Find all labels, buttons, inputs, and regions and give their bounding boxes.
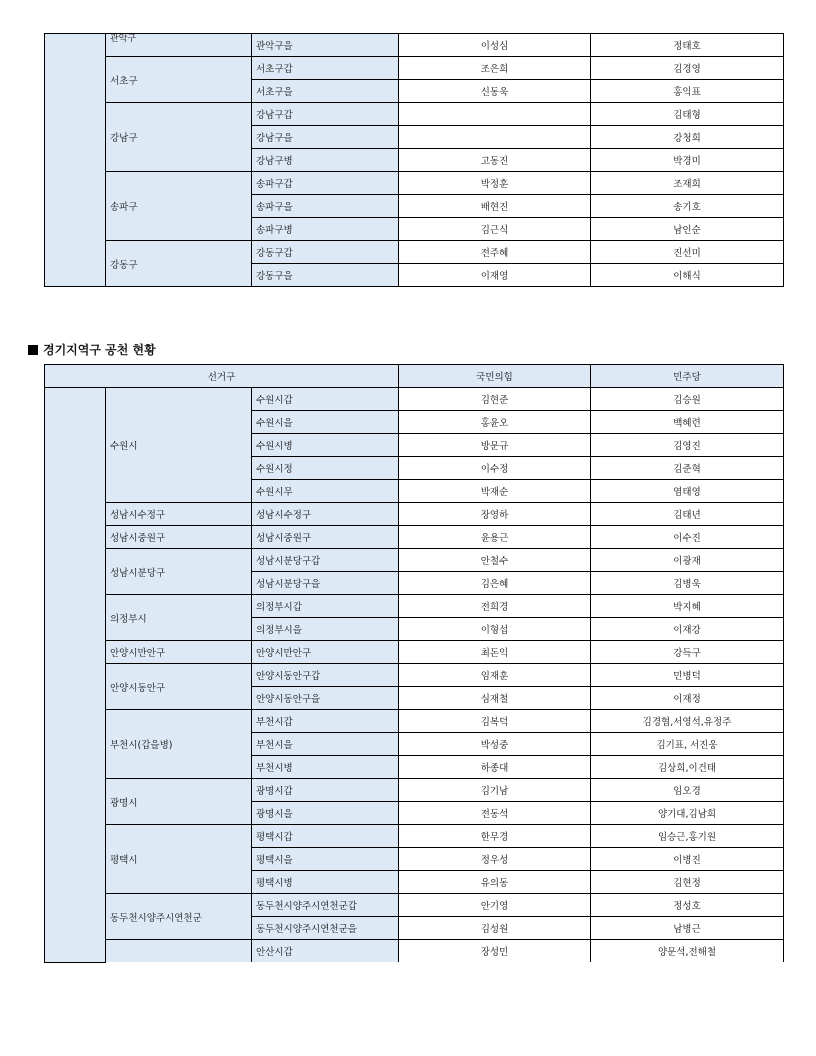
dp-candidate-cell: 김경영 — [591, 57, 784, 80]
table-row — [45, 503, 784, 526]
district-cell: 안양시동안구갑 — [252, 664, 399, 687]
area-label: 안양시동안구 — [110, 682, 166, 694]
district-cell: 부천시병 — [252, 756, 399, 779]
area-label: 광명시 — [110, 797, 138, 809]
district-cell: 송파구갑 — [252, 172, 399, 195]
table-row — [45, 825, 784, 848]
district-cell: 수원시갑 — [252, 388, 399, 411]
dp-candidate-cell: 강청희 — [591, 126, 784, 149]
ppp-candidate-cell: 방문규 — [399, 434, 591, 457]
dp-candidate-cell: 이광재 — [591, 549, 784, 572]
area-label: 부천시(갑을병) — [110, 740, 173, 751]
area-cell — [106, 57, 252, 103]
ppp-candidate-cell: 박성중 — [399, 733, 591, 756]
ppp-candidate-cell: 장영하 — [399, 503, 591, 526]
ppp-candidate-cell: 심재철 — [399, 687, 591, 710]
area-label: 의정부시 — [110, 613, 147, 625]
dp-candidate-cell: 이병진 — [591, 848, 784, 871]
ppp-candidate-cell: 김기남 — [399, 779, 591, 802]
dp-candidate-cell: 민병덕 — [591, 664, 784, 687]
area-cell — [106, 710, 252, 779]
dp-candidate-cell: 강득구 — [591, 641, 784, 664]
table-row — [45, 388, 784, 411]
ppp-candidate-cell: 고동진 — [399, 149, 591, 172]
dp-candidate-cell: 이재정 — [591, 687, 784, 710]
dp-candidate-cell: 임승근,홍기원 — [591, 825, 784, 848]
ppp-candidate-cell: 장성민 — [399, 940, 591, 963]
area-cell — [106, 388, 252, 503]
district-cell: 성남시수정구 — [252, 503, 399, 526]
table-row — [45, 241, 784, 264]
district-cell: 동두천시양주시연천군을 — [252, 917, 399, 940]
ppp-candidate-cell: 전주혜 — [399, 241, 591, 264]
table-row — [45, 57, 784, 80]
ppp-candidate-cell: 안기영 — [399, 894, 591, 917]
dp-candidate-cell: 이해식 — [591, 264, 784, 287]
region-column-cell — [45, 34, 106, 287]
dp-candidate-cell: 백혜련 — [591, 411, 784, 434]
dp-candidate-cell: 이수진 — [591, 526, 784, 549]
district-cell: 안산시갑 — [252, 940, 399, 963]
area-cell — [106, 595, 252, 641]
dp-candidate-cell: 임오경 — [591, 779, 784, 802]
district-cell: 강남구병 — [252, 149, 399, 172]
district-cell: 강남구을 — [252, 126, 399, 149]
dp-candidate-cell: 남병근 — [591, 917, 784, 940]
district-cell: 의정부시을 — [252, 618, 399, 641]
ppp-candidate-cell: 윤용근 — [399, 526, 591, 549]
table-header-row — [45, 365, 784, 388]
ppp-candidate-cell: 하종대 — [399, 756, 591, 779]
ppp-candidate-cell: 안철수 — [399, 549, 591, 572]
header-constituency: 선거구 — [45, 365, 399, 388]
area-label: 성남시중원구 — [110, 533, 166, 544]
seoul-table-body — [45, 34, 784, 287]
gyeonggi-nomination-table — [44, 364, 784, 963]
district-cell: 송파구을 — [252, 195, 399, 218]
district-cell: 수원시병 — [252, 434, 399, 457]
district-cell: 평택시병 — [252, 871, 399, 894]
ppp-candidate-cell — [399, 103, 591, 126]
dp-candidate-cell: 이재강 — [591, 618, 784, 641]
ppp-candidate-cell: 정우성 — [399, 848, 591, 871]
table-row — [45, 894, 784, 917]
dp-candidate-cell: 박지혜 — [591, 595, 784, 618]
seoul-nomination-table — [44, 33, 784, 287]
district-cell: 안양시만안구 — [252, 641, 399, 664]
area-label: 수원시 — [110, 441, 138, 452]
area-cell — [106, 825, 252, 894]
dp-candidate-cell: 김영진 — [591, 434, 784, 457]
ppp-candidate-cell: 김성원 — [399, 917, 591, 940]
section-title-text: 경기지역구 공천 현황 — [43, 343, 156, 357]
dp-candidate-cell: 김태년 — [591, 503, 784, 526]
ppp-candidate-cell: 배현진 — [399, 195, 591, 218]
area-label: 안양시만안구 — [110, 648, 166, 659]
table-row — [45, 172, 784, 195]
dp-candidate-cell: 박경미 — [591, 149, 784, 172]
ppp-candidate-cell: 이수정 — [399, 457, 591, 480]
district-cell: 의정부시갑 — [252, 595, 399, 618]
area-cell — [106, 894, 252, 940]
area-label: 성남시수정구 — [110, 510, 166, 521]
table-row — [45, 549, 784, 572]
square-bullet-icon — [28, 345, 38, 355]
district-cell: 수원시정 — [252, 457, 399, 480]
ppp-candidate-cell: 최돈익 — [399, 641, 591, 664]
area-label: 송파구 — [110, 202, 138, 213]
ppp-candidate-cell: 김근식 — [399, 218, 591, 241]
district-cell: 광명시갑 — [252, 779, 399, 802]
district-cell: 안양시동안구을 — [252, 687, 399, 710]
ppp-candidate-cell: 조은희 — [399, 57, 591, 80]
area-label: 강남구 — [110, 133, 138, 144]
district-cell: 성남시중원구 — [252, 526, 399, 549]
gyeonggi-table-body — [45, 388, 784, 963]
table-row — [45, 779, 784, 802]
table-row — [45, 710, 784, 733]
dp-candidate-cell: 정성호 — [591, 894, 784, 917]
area-cell — [106, 34, 252, 57]
ppp-candidate-cell — [399, 126, 591, 149]
area-cell — [106, 940, 252, 963]
area-cell — [106, 549, 252, 595]
area-label: 평택시 — [110, 855, 138, 866]
district-cell: 부천시갑 — [252, 710, 399, 733]
table-row — [45, 34, 784, 57]
section-title — [28, 341, 156, 358]
district-cell: 서초구갑 — [252, 57, 399, 80]
area-cell — [106, 172, 252, 241]
ppp-candidate-cell: 유의동 — [399, 871, 591, 894]
dp-candidate-cell: 김태형 — [591, 103, 784, 126]
ppp-candidate-cell: 이형섭 — [399, 618, 591, 641]
area-cell — [106, 641, 252, 664]
dp-candidate-cell: 김준혁 — [591, 457, 784, 480]
header-dp: 민주당 — [591, 365, 784, 388]
header-ppp: 국민의힘 — [399, 365, 591, 388]
ppp-candidate-cell: 박재순 — [399, 480, 591, 503]
dp-candidate-cell: 정태호 — [591, 34, 784, 57]
table-row — [45, 641, 784, 664]
area-cell — [106, 779, 252, 825]
area-cell — [106, 241, 252, 287]
ppp-candidate-cell: 이재영 — [399, 264, 591, 287]
area-cell — [106, 103, 252, 172]
dp-candidate-cell: 김경협,서영석,유정주 — [591, 710, 784, 733]
district-cell: 수원시을 — [252, 411, 399, 434]
area-label: 성남시분당구 — [110, 567, 166, 579]
dp-candidate-cell: 조재희 — [591, 172, 784, 195]
area-cell — [106, 526, 252, 549]
area-label: 서초구 — [110, 75, 138, 87]
ppp-candidate-cell: 한무경 — [399, 825, 591, 848]
district-cell: 서초구을 — [252, 80, 399, 103]
dp-candidate-cell: 염태영 — [591, 480, 784, 503]
ppp-candidate-cell: 박정훈 — [399, 172, 591, 195]
district-cell: 관악구을 — [252, 34, 399, 57]
district-cell: 성남시분당구갑 — [252, 549, 399, 572]
table-row — [45, 526, 784, 549]
dp-candidate-cell: 양문석,전해철 — [591, 940, 784, 963]
ppp-candidate-cell: 김복덕 — [399, 710, 591, 733]
district-cell: 평택시을 — [252, 848, 399, 871]
district-cell: 부천시을 — [252, 733, 399, 756]
ppp-candidate-cell: 홍윤오 — [399, 411, 591, 434]
district-cell: 강남구갑 — [252, 103, 399, 126]
dp-candidate-cell: 남인순 — [591, 218, 784, 241]
dp-candidate-cell: 김상희,이건태 — [591, 756, 784, 779]
ppp-candidate-cell: 김은혜 — [399, 572, 591, 595]
ppp-candidate-cell: 이성심 — [399, 34, 591, 57]
dp-candidate-cell: 송기호 — [591, 195, 784, 218]
table-row — [45, 103, 784, 126]
dp-candidate-cell: 김현정 — [591, 871, 784, 894]
area-label: 동두천시양주시연천군 — [110, 912, 202, 924]
district-cell: 광명시을 — [252, 802, 399, 825]
dp-candidate-cell: 양기대,김남희 — [591, 802, 784, 825]
district-cell: 성남시분당구을 — [252, 572, 399, 595]
area-cell — [106, 503, 252, 526]
table-row — [45, 595, 784, 618]
ppp-candidate-cell: 전희경 — [399, 595, 591, 618]
ppp-candidate-cell: 임재훈 — [399, 664, 591, 687]
region-column-cell — [45, 388, 106, 963]
table-row — [45, 940, 784, 963]
dp-candidate-cell: 김병욱 — [591, 572, 784, 595]
area-label: 강동구 — [110, 259, 138, 271]
table-row — [45, 664, 784, 687]
district-cell: 수원시무 — [252, 480, 399, 503]
district-cell: 송파구병 — [252, 218, 399, 241]
ppp-candidate-cell: 전동석 — [399, 802, 591, 825]
area-label: 관악구 — [110, 33, 137, 44]
dp-candidate-cell: 김기표, 서진웅 — [591, 733, 784, 756]
dp-candidate-cell: 홍익표 — [591, 80, 784, 103]
district-cell: 강동구을 — [252, 264, 399, 287]
area-cell — [106, 664, 252, 710]
dp-candidate-cell: 김승원 — [591, 388, 784, 411]
district-cell: 동두천시양주시연천군갑 — [252, 894, 399, 917]
ppp-candidate-cell: 김현준 — [399, 388, 591, 411]
dp-candidate-cell: 진선미 — [591, 241, 784, 264]
district-cell: 평택시갑 — [252, 825, 399, 848]
ppp-candidate-cell: 신동욱 — [399, 80, 591, 103]
district-cell: 강동구갑 — [252, 241, 399, 264]
